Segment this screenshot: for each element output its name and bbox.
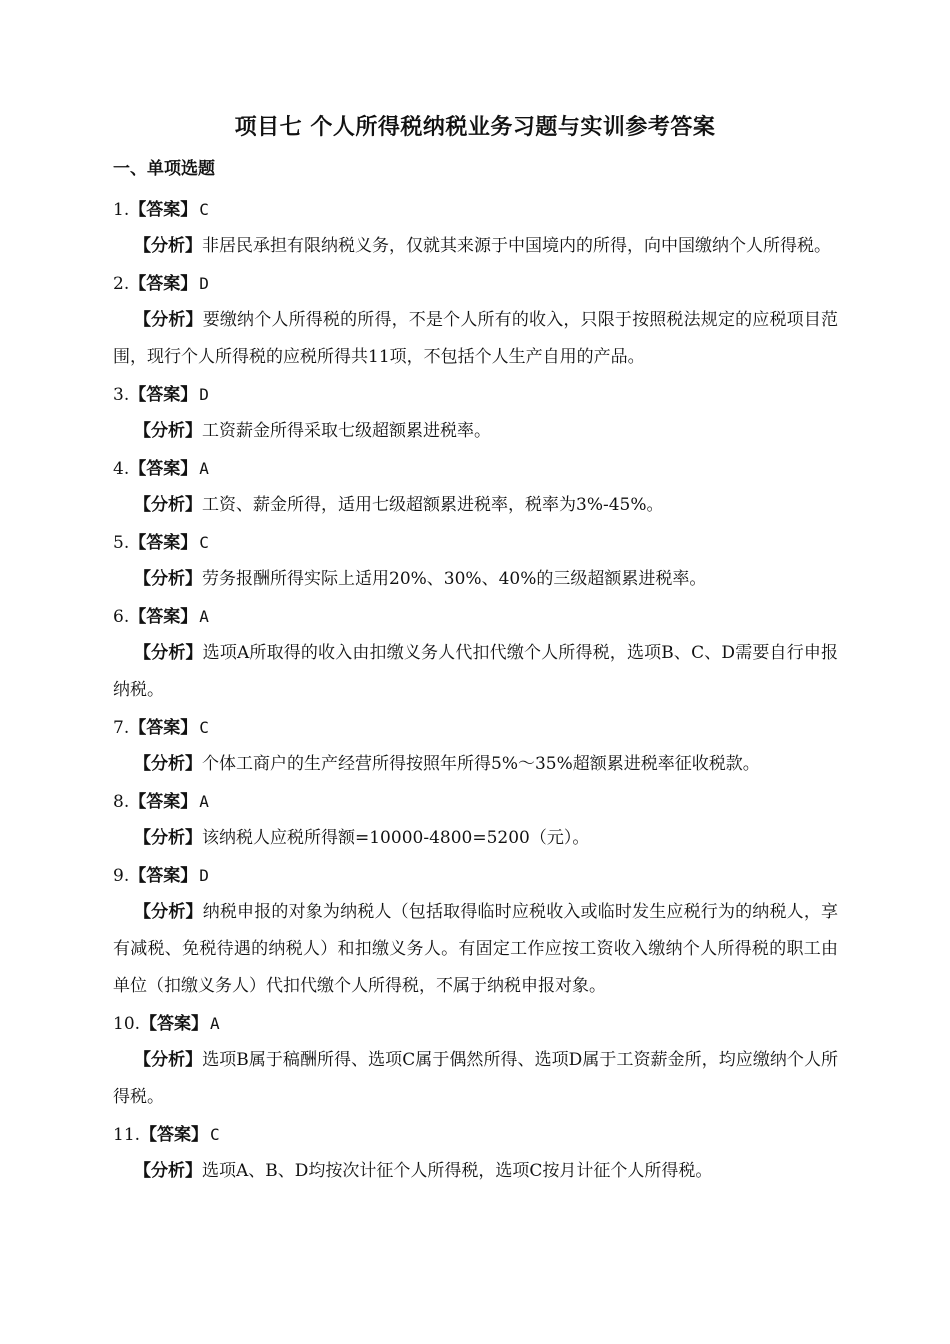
answer-label: 【答案】	[140, 1125, 209, 1145]
answer-value: C	[199, 718, 209, 737]
analysis-label: 【分析】	[134, 902, 203, 922]
analysis-paragraph	[113, 561, 838, 598]
question-number: 3.	[113, 385, 130, 405]
answer-label: 【答案】	[129, 385, 198, 405]
analysis-label: 【分析】	[134, 754, 202, 774]
question-number: 11.	[113, 1125, 141, 1145]
question-number: 5.	[113, 533, 130, 553]
answer-line	[113, 191, 838, 228]
answer-value: C	[199, 200, 209, 219]
analysis-label: 【分析】	[134, 828, 202, 848]
analysis-text: 选项A、B、D均按次计征个人所得税，选项C按月计征个人所得税。	[202, 1161, 713, 1181]
answer-label: 【答案】	[129, 866, 198, 886]
answer-label: 【答案】	[129, 607, 198, 627]
answer-label: 【答案】	[129, 459, 198, 479]
analysis-paragraph	[113, 487, 838, 524]
analysis-text: 要缴纳个人所得税的所得，不是个人所有的收入，只限于按照税法规定的应税项目范围，现行个人所得税的应税所得共11项，不包括个人生产自用的产品。	[113, 310, 839, 367]
question-number: 7.	[113, 718, 130, 738]
answer-value: A	[199, 792, 209, 811]
list-item	[113, 191, 838, 265]
question-number: 2.	[113, 274, 130, 294]
answer-label: 【答案】	[129, 792, 198, 812]
analysis-label: 【分析】	[134, 643, 203, 663]
question-number: 1.	[113, 200, 130, 220]
answer-label: 【答案】	[129, 274, 198, 294]
analysis-paragraph	[113, 635, 838, 709]
list-item	[113, 450, 838, 524]
analysis-paragraph	[113, 302, 838, 376]
analysis-label: 【分析】	[134, 421, 202, 441]
list-item	[113, 524, 838, 598]
analysis-text: 工资薪金所得采取七级超额累进税率。	[202, 421, 491, 441]
analysis-paragraph	[113, 228, 838, 265]
answer-value: A	[199, 459, 209, 478]
answer-line	[113, 265, 838, 302]
analysis-text: 个体工商户的生产经营所得按照年所得5%～35%超额累进税率征收税款。	[202, 754, 760, 774]
answer-value: A	[199, 607, 209, 626]
analysis-label: 【分析】	[134, 569, 202, 589]
analysis-text: 选项B属于稿酬所得、选项C属于偶然所得、选项D属于工资薪金所，均应缴纳个人所得税。	[113, 1050, 838, 1107]
answer-line	[113, 783, 838, 820]
answer-line	[113, 857, 838, 894]
analysis-paragraph	[113, 820, 838, 857]
answer-line	[113, 709, 838, 746]
list-item	[113, 1116, 838, 1190]
answer-value: A	[210, 1014, 220, 1033]
answer-label: 【答案】	[129, 718, 198, 738]
question-number: 4.	[113, 459, 130, 479]
analysis-text: 劳务报酬所得实际上适用20%、30%、40%的三级超额累进税率。	[202, 569, 707, 589]
answer-list	[113, 191, 838, 1190]
answer-line	[113, 1005, 838, 1042]
page-title: 项目七 个人所得税纳税业务习题与实训参考答案	[234, 115, 716, 140]
analysis-text: 纳税申报的对象为纳税人（包括取得临时应税收入或临时发生应税行为的纳税人，享有减税、免税待遇的纳税人）和扣缴义务人。有固定工作应按工资收入缴纳个人所得税的职工由单位（扣缴义务人）代扣代缴个人所得税，不属于纳税申报对象。	[113, 902, 839, 996]
list-item	[113, 1005, 838, 1116]
analysis-label: 【分析】	[134, 1050, 203, 1070]
analysis-label: 【分析】	[134, 236, 202, 256]
question-number: 8.	[113, 792, 130, 812]
analysis-paragraph	[113, 1042, 838, 1116]
answer-value: D	[199, 385, 209, 404]
analysis-text: 选项A所取得的收入由扣缴义务人代扣代缴个人所得税，选项B、C、D需要自行申报纳税。	[113, 643, 839, 700]
analysis-label: 【分析】	[134, 310, 203, 330]
answer-line	[113, 524, 838, 561]
section-heading: 一、单项选题	[113, 159, 215, 179]
answer-label: 【答案】	[140, 1014, 209, 1034]
analysis-text: 工资、薪金所得，适用七级超额累进税率，税率为3%-45%。	[202, 495, 664, 515]
analysis-paragraph	[113, 413, 838, 450]
list-item	[113, 783, 838, 857]
answer-label: 【答案】	[129, 200, 198, 220]
answer-label: 【答案】	[129, 533, 198, 553]
list-item	[113, 709, 838, 783]
list-item	[113, 376, 838, 450]
analysis-paragraph	[113, 746, 838, 783]
answer-line	[113, 450, 838, 487]
answer-value: D	[199, 274, 209, 293]
answer-value: D	[199, 866, 209, 885]
answer-value: C	[210, 1125, 220, 1144]
analysis-label: 【分析】	[134, 1161, 202, 1181]
answer-value: C	[199, 533, 209, 552]
answer-line	[113, 376, 838, 413]
analysis-text: 该纳税人应税所得额=10000-4800=5200（元）。	[202, 828, 590, 848]
question-number: 10.	[113, 1014, 141, 1034]
analysis-paragraph	[113, 894, 838, 1005]
answer-line	[113, 1116, 838, 1153]
question-number: 6.	[113, 607, 130, 627]
answer-line	[113, 598, 838, 635]
list-item	[113, 265, 838, 376]
list-item	[113, 857, 838, 1005]
question-number: 9.	[113, 866, 130, 886]
analysis-paragraph	[113, 1153, 838, 1190]
analysis-text: 非居民承担有限纳税义务，仅就其来源于中国境内的所得，向中国缴纳个人所得税。	[202, 236, 831, 256]
analysis-label: 【分析】	[134, 495, 202, 515]
list-item	[113, 598, 838, 709]
